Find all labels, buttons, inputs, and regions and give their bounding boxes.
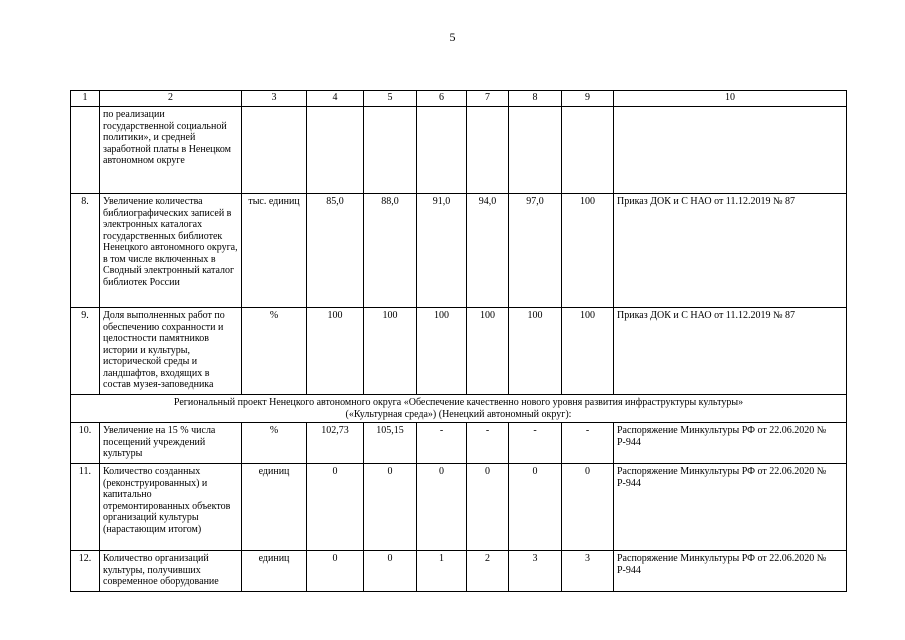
value-cell bbox=[364, 107, 417, 194]
value-cell bbox=[417, 107, 467, 194]
value-cell bbox=[509, 107, 562, 194]
row-number-cell: 8. bbox=[71, 194, 100, 308]
source-cell bbox=[614, 107, 847, 194]
value-cell: 0 bbox=[509, 464, 562, 551]
table-row bbox=[71, 308, 847, 395]
value-cell: 1 bbox=[417, 551, 467, 592]
unit-cell: тыс. единиц bbox=[242, 194, 307, 308]
value-cell: 2 bbox=[467, 551, 509, 592]
section-heading-line: Региональный проект Ненецкого автономного округа «Обеспечение качественно нового уровня развития инфраструктуры культуры» bbox=[173, 397, 744, 408]
value-cell: 91,0 bbox=[417, 194, 467, 308]
header-cell: 6 bbox=[417, 91, 467, 107]
value-cell: 100 bbox=[562, 308, 614, 395]
indicator-name-cell: Увеличение на 15 % числа посещений учреждений культуры bbox=[100, 423, 242, 464]
value-cell bbox=[562, 107, 614, 194]
unit-cell: % bbox=[242, 308, 307, 395]
value-cell: 0 bbox=[417, 464, 467, 551]
section-row bbox=[71, 395, 847, 423]
value-cell: - bbox=[417, 423, 467, 464]
header-cell: 9 bbox=[562, 91, 614, 107]
header-cell: 2 bbox=[100, 91, 242, 107]
value-cell: 3 bbox=[562, 551, 614, 592]
table-row bbox=[71, 423, 847, 464]
source-cell: Приказ ДОК и С НАО от 11.12.2019 № 87 bbox=[614, 308, 847, 395]
table-row bbox=[71, 464, 847, 551]
value-cell: - bbox=[467, 423, 509, 464]
value-cell: 97,0 bbox=[509, 194, 562, 308]
value-cell: 105,15 bbox=[364, 423, 417, 464]
section-heading-cell bbox=[71, 395, 847, 423]
unit-cell: единиц bbox=[242, 464, 307, 551]
source-cell: Распоряжение Минкультуры РФ от 22.06.2020 № Р-944 bbox=[614, 423, 847, 464]
unit-cell: % bbox=[242, 423, 307, 464]
indicator-name-cell: Увеличение количества библиографических записей в электронных каталогах государственных библиотек Ненецкого автономного округа, в том числе включенных в Сводный электронный каталог библиотек России bbox=[100, 194, 242, 308]
value-cell: 0 bbox=[307, 464, 364, 551]
value-cell: 100 bbox=[562, 194, 614, 308]
indicator-name-cell: Доля выполненных работ по обеспечению сохранности и целостности памятников истории и культуры, исторической среды и ландшафтов, входящих в состав музея-заповедника bbox=[100, 308, 242, 395]
value-cell: 100 bbox=[417, 308, 467, 395]
header-cell: 4 bbox=[307, 91, 364, 107]
unit-cell bbox=[242, 107, 307, 194]
value-cell: 0 bbox=[307, 551, 364, 592]
header-cell: 3 bbox=[242, 91, 307, 107]
source-cell: Распоряжение Минкультуры РФ от 22.06.2020 № Р-944 bbox=[614, 464, 847, 551]
value-cell: - bbox=[562, 423, 614, 464]
row-number-cell: 10. bbox=[71, 423, 100, 464]
value-cell: 85,0 bbox=[307, 194, 364, 308]
value-cell: 100 bbox=[509, 308, 562, 395]
indicator-name-cell: Количество созданных (реконструированных) и капитально отремонтированных объектов организаций культуры (нарастающим итогом) bbox=[100, 464, 242, 551]
row-number-cell: 12. bbox=[71, 551, 100, 592]
page-number: 5 bbox=[449, 30, 456, 44]
value-cell bbox=[467, 107, 509, 194]
source-cell: Приказ ДОК и С НАО от 11.12.2019 № 87 bbox=[614, 194, 847, 308]
row-number-cell: 11. bbox=[71, 464, 100, 551]
value-cell bbox=[307, 107, 364, 194]
value-cell: - bbox=[509, 423, 562, 464]
indicator-name-cell: по реализации государственной социальной политики», и средней заработной платы в Ненецком автономном округе bbox=[100, 107, 242, 194]
value-cell: 0 bbox=[364, 464, 417, 551]
value-cell: 100 bbox=[307, 308, 364, 395]
table-row bbox=[71, 194, 847, 308]
row-number-cell bbox=[71, 107, 100, 194]
row-number-cell: 9. bbox=[71, 308, 100, 395]
value-cell: 94,0 bbox=[467, 194, 509, 308]
header-cell: 10 bbox=[614, 91, 847, 107]
table-header-row bbox=[71, 91, 847, 107]
header-cell: 7 bbox=[467, 91, 509, 107]
table-row bbox=[71, 107, 847, 194]
unit-cell: единиц bbox=[242, 551, 307, 592]
header-cell: 8 bbox=[509, 91, 562, 107]
header-cell: 5 bbox=[364, 91, 417, 107]
value-cell: 102,73 bbox=[307, 423, 364, 464]
value-cell: 100 bbox=[364, 308, 417, 395]
indicators-table bbox=[70, 90, 847, 592]
section-heading-line: («Культурная среда») (Ненецкий автономный округ): bbox=[345, 408, 572, 420]
value-cell: 100 bbox=[467, 308, 509, 395]
indicator-name-cell: Количество организаций культуры, получивших современное оборудование bbox=[100, 551, 242, 592]
source-cell: Распоряжение Минкультуры РФ от 22.06.2020 № Р-944 bbox=[614, 551, 847, 592]
value-cell: 3 bbox=[509, 551, 562, 592]
value-cell: 0 bbox=[364, 551, 417, 592]
table-row bbox=[71, 551, 847, 592]
value-cell: 0 bbox=[467, 464, 509, 551]
value-cell: 88,0 bbox=[364, 194, 417, 308]
value-cell: 0 bbox=[562, 464, 614, 551]
header-cell: 1 bbox=[71, 91, 100, 107]
